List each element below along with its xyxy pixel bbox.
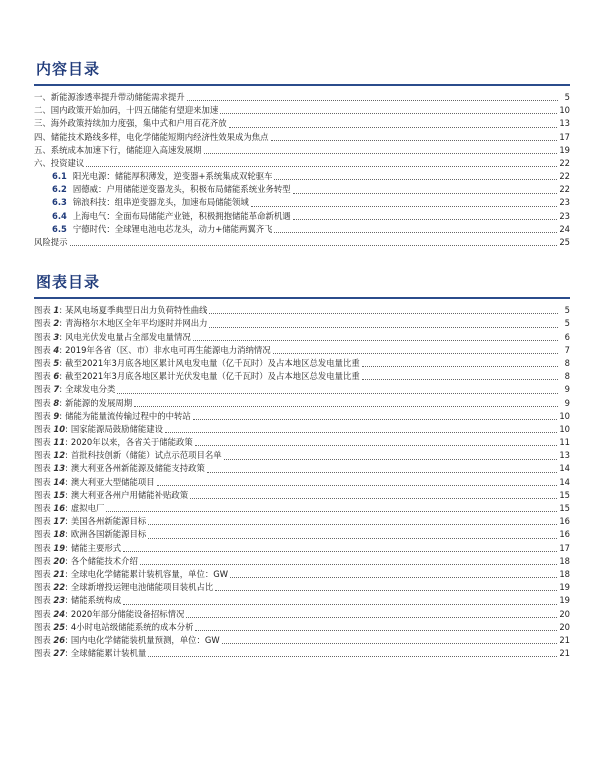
toc-entry-page: 23 [559,210,570,221]
figure-label-word: 图表 [34,634,51,645]
figure-label-number: 4 [53,344,60,355]
figure-entry[interactable] [34,621,570,634]
figure-entry-text [34,344,271,357]
figure-entry-text [34,581,213,594]
figure-label-number: 6 [53,371,60,382]
figure-entry[interactable] [34,304,570,317]
dot-leader [224,459,558,460]
figure-label-word: 图表 [34,305,51,316]
figures-list [34,304,570,660]
figure-label-number: 18 [53,529,66,540]
figure-entry-page: 9 [564,384,570,395]
figure-entry-title: 美国各州新能源目标 [70,516,147,527]
toc-entry-text [34,104,218,117]
figure-label-number: 25 [53,621,66,632]
figure-entry-title: 储能主要形式 [70,542,122,553]
figure-label-word: 图表 [34,555,51,566]
figure-entry-page: 5 [564,305,570,316]
figure-label-word: 图表 [34,410,51,421]
figure-entry-title: 澳大利亚大型储能项目 [70,476,155,487]
figure-label-number: 7 [53,384,60,395]
dot-leader [148,656,557,657]
figure-entry-label: 图表 26: [34,634,68,645]
dot-leader [165,432,557,433]
dot-leader [140,564,557,565]
figure-label-word: 图表 [34,489,51,500]
figure-label-number: 14 [53,476,66,487]
figure-entry[interactable] [34,449,570,462]
figure-entry-page: 17 [559,542,570,553]
figure-entry-page: 10 [559,410,570,421]
figure-label-word: 图表 [34,384,51,395]
dot-leader [86,166,557,167]
figure-entry-page: 6 [564,331,570,342]
figure-label-number: 5 [53,357,60,368]
figure-entry-label: 图表 14: [34,476,68,487]
figure-entry-label: 图表 11: [34,437,68,448]
toc-entry-page: 17 [559,131,570,142]
dot-leader [209,327,558,328]
figure-entry-text [34,317,207,330]
figure-label-number: 17 [53,516,66,527]
figure-entry-text [34,436,193,449]
dot-leader [222,643,558,644]
figure-entry-page: 16 [559,516,570,527]
figure-entry[interactable] [34,608,570,621]
figure-label-number: 24 [53,608,66,619]
toc-entry-page: 23 [559,197,570,208]
dot-leader [229,127,558,128]
toc-entry[interactable] [34,104,570,117]
figure-label-number: 19 [53,542,66,553]
figure-entry-title: 风电光伏发电量占全部发电量情况 [65,331,191,342]
figure-entry-text [34,476,155,489]
figure-label-word: 图表 [34,568,51,579]
figure-entry-page: 13 [559,450,570,461]
figure-label-word: 图表 [34,529,51,540]
dot-leader [195,630,557,631]
toc-entry-page: 22 [559,184,570,195]
toc-entry[interactable] [34,170,570,183]
figure-entry-page: 19 [559,595,570,606]
toc-entry-page: 19 [559,144,570,155]
figure-label-word: 图表 [34,648,51,659]
figure-entry-title: 虚拟电厂 [70,503,105,514]
figure-entry-title: 新能源的发展周期 [65,397,133,408]
figure-entry-text [34,634,220,647]
figure-entry-title: 澳大利亚各州新能源及储能支持政策 [70,463,205,474]
toc-entry-text [52,183,291,196]
dot-leader [123,604,557,605]
figure-entry[interactable] [34,463,570,476]
toc-entry-label: 风险提示 [34,237,68,248]
figure-label-word: 图表 [34,476,51,487]
toc-entry-label: 六、投资建议 [34,157,85,168]
toc-entry-page: 10 [559,105,570,116]
figure-label-word: 图表 [34,595,51,606]
figure-entry-text [34,502,104,515]
toc-entry-text [34,117,227,130]
figure-entry-page: 20 [559,621,570,632]
figure-entry-label: 图表 5: [34,357,63,368]
figure-entry-label: 图表 16: [34,503,68,514]
toc-entry-label: 宁德时代：全球锂电池电芯龙头，动力+储能两翼齐飞 [72,223,273,234]
toc-entry-label: 锦浪科技：组串逆变器龙头，加速布局储能领域 [72,197,249,208]
figure-entry-text [34,542,121,555]
toc-entry[interactable] [34,236,570,249]
figure-entry-title: 2019年各省（区、市）非水电可再生能源电力消纳情况 [65,344,271,355]
dot-leader [148,538,557,539]
toc-entry[interactable] [34,183,570,196]
figure-entry-label: 图表 13: [34,463,68,474]
toc-entry-page: 24 [559,223,570,234]
figure-entry[interactable] [34,410,570,423]
figure-entry[interactable] [34,647,570,660]
figure-entry-page: 21 [559,634,570,645]
figure-label-word: 图表 [34,357,51,368]
figure-entry-title: 截至2021年3月底各地区累计风电发电量（亿千瓦时）及占本地区总发电量比重 [65,357,360,368]
figure-entry-text [34,528,146,541]
figure-label-word: 图表 [34,318,51,329]
figure-entry-text [34,489,188,502]
figure-entry[interactable] [34,331,570,344]
toc-entry-label: 阳光电源：储能厚积薄发，逆变器+系统集成双轮驱车 [72,171,273,182]
toc-entry-text [34,157,84,170]
figure-entry-page: 5 [564,318,570,329]
figure-entry[interactable] [34,581,570,594]
figure-entry[interactable] [34,502,570,515]
figure-entry-label: 图表 25: [34,621,68,632]
toc-entry-number: 6.2 [52,184,67,195]
figure-entry-label: 图表 6: [34,371,63,382]
toc-entry[interactable] [34,157,570,170]
figure-entry-label: 图表 22: [34,582,68,593]
toc-entry-page: 25 [559,237,570,248]
toc-entry-text [34,236,68,249]
toc-list [34,91,570,249]
figure-entry-page: 11 [559,437,570,448]
toc-entry[interactable] [34,210,570,223]
figure-entry-text [34,383,115,396]
figure-label-word: 图表 [34,463,51,474]
figure-entry-page: 15 [559,503,570,514]
dot-leader [273,353,558,354]
toc-entry-label: 一、新能源渗透率提升带动储能需求提升 [34,91,185,102]
toc-entry[interactable] [34,223,570,236]
figures-title: 图表目录 [36,273,101,292]
figure-entry-page: 7 [564,344,570,355]
figure-entry[interactable] [34,370,570,383]
figure-entry[interactable] [34,383,570,396]
toc-entry-page: 5 [564,91,570,102]
figure-entry-title: 澳大利亚各州户用储能补贴政策 [70,489,189,500]
toc-divider [34,84,570,86]
toc-entry-number: 6.5 [52,223,67,234]
figure-entry[interactable] [34,515,570,528]
toc-entry-label: 三、海外政策持续加力度强，集中式和户用百花齐放 [34,118,227,129]
dot-leader [251,206,558,207]
figure-label-number: 20 [53,555,66,566]
figure-entry-title: 国家能源局鼓励储能建设 [70,423,164,434]
dot-leader [186,617,557,618]
toc-entry-label: 二、国内政策开始加码，十四五储能有望迎来加速 [34,105,219,116]
figure-label-word: 图表 [34,331,51,342]
dot-leader [293,219,558,220]
dot-leader [187,100,558,101]
toc-entry-page: 22 [559,171,570,182]
figure-label-number: 8 [53,397,60,408]
figure-entry-label: 图表 3: [34,331,63,342]
figure-label-number: 16 [53,503,66,514]
figure-entry-text [34,397,132,410]
figure-entry-title: 某风电场夏季典型日出力负荷特性曲线 [65,305,208,316]
dot-leader [190,498,557,499]
figure-entry-label: 图表 7: [34,384,63,395]
figure-entry[interactable] [34,423,570,436]
figure-label-word: 图表 [34,437,51,448]
figure-entry-text [34,621,193,634]
figure-entry[interactable] [34,594,570,607]
figure-entry[interactable] [34,344,570,357]
figure-label-word: 图表 [34,516,51,527]
toc-entry[interactable] [34,131,570,144]
figure-entry-label: 图表 1: [34,305,63,316]
figure-entry-title: 4小时电站级储能系统的成本分析 [70,621,194,632]
figure-entry-label: 图表 23: [34,595,68,606]
figure-label-number: 11 [53,437,66,448]
dot-leader [220,113,557,114]
page [34,58,570,660]
toc-entry[interactable] [34,144,570,157]
figure-entry-title: 全球储能累计装机量 [70,648,147,659]
figure-label-number: 9 [53,410,60,421]
dot-leader [134,406,558,407]
figure-entry-text [34,594,121,607]
figure-entry-label: 图表 2: [34,318,63,329]
figure-label-word: 图表 [34,608,51,619]
toc-entry-page: 22 [559,157,570,168]
figure-label-word: 图表 [34,344,51,355]
toc-entry-text [34,131,269,144]
figure-label-number: 3 [53,331,60,342]
figure-label-word: 图表 [34,397,51,408]
toc-entry[interactable] [34,117,570,130]
figure-entry-label: 图表 21: [34,568,68,579]
figure-entry-title: 首批科技创新（储能）试点示范项目名单 [70,450,222,461]
figure-entry[interactable] [34,436,570,449]
figure-entry-page: 18 [559,568,570,579]
figure-label-number: 12 [53,450,66,461]
dot-leader [193,419,558,420]
toc-entry-number: 6.4 [52,210,67,221]
toc-entry-label: 五、系统成本加速下行，储能迎入高速发展期 [34,144,202,155]
toc-entry[interactable] [34,91,570,104]
toc-title: 内容目录 [36,60,101,78]
figure-label-number: 26 [53,634,66,645]
figure-entry-title: 全球电化学储能累计装机容量，单位：GW [70,568,229,579]
dot-leader [362,366,558,367]
figure-entry-page: 8 [564,357,570,368]
figure-label-number: 23 [53,595,66,606]
dot-leader [207,472,557,473]
figure-label-number: 15 [53,489,66,500]
figure-label-word: 图表 [34,450,51,461]
figure-entry-page: 21 [559,648,570,659]
dot-leader [293,193,558,194]
figure-entry[interactable] [34,555,570,568]
toc-entry-label: 上海电气：全面布局储能产业链，积极拥抱储能革命新机遇 [72,210,291,221]
figure-entry-text [34,515,146,528]
dot-leader [230,577,557,578]
toc-entry-text [34,91,185,104]
figure-entry-label: 图表 12: [34,450,68,461]
figure-entry-title: 2020年部分储能设备招标情况 [70,608,185,619]
toc-entry-text [52,223,272,236]
figure-entry-label: 图表 27: [34,648,68,659]
figure-entry-label: 图表 19: [34,542,68,553]
figure-entry-title: 全球新增投运锂电池储能项目装机占比 [70,582,214,593]
toc-entry-label: 四、储能技术路线多样，电化学储能短期内经济性效果成为焦点 [34,131,269,142]
dot-leader [193,340,558,341]
dot-leader [215,590,557,591]
figure-label-word: 图表 [34,582,51,593]
figure-entry-text [34,568,228,581]
figure-entry-text [34,357,360,370]
dot-leader [195,445,558,446]
figure-entry-page: 9 [564,397,570,408]
figure-entry-label: 图表 8: [34,397,63,408]
toc-entry-number: 6.1 [52,171,67,182]
figure-entry-label: 图表 18: [34,529,68,540]
dot-leader [271,140,558,141]
figure-entry-page: 10 [559,423,570,434]
figure-label-number: 10 [53,423,66,434]
figure-entry-title: 全球发电分类 [65,384,116,395]
figure-entry-text [34,647,146,660]
figure-label-number: 13 [53,463,66,474]
dot-leader [117,393,558,394]
figure-entry-label: 图表 9: [34,410,63,421]
figure-label-word: 图表 [34,503,51,514]
toc-entry-text [52,170,272,183]
figure-entry-title: 储能系统构成 [70,595,122,606]
figure-label-number: 1 [53,305,60,316]
figure-entry-page: 18 [559,555,570,566]
figure-entry-title: 各个储能技术介绍 [70,555,138,566]
figure-entry-title: 欧洲各国新能源目标 [70,529,147,540]
figure-label-word: 图表 [34,542,51,553]
figures-divider [34,297,570,299]
dot-leader [106,511,557,512]
figure-entry-text [34,555,138,568]
figure-entry-label: 图表 4: [34,344,63,355]
figure-entry-page: 15 [559,489,570,500]
figure-label-word: 图表 [34,423,51,434]
figure-entry-title: 国内电化学储能装机量预测，单位：GW [70,634,220,645]
toc-entry-text [52,210,291,223]
figure-label-word: 图表 [34,621,51,632]
figure-entry[interactable] [34,528,570,541]
dot-leader [274,232,557,233]
figure-label-number: 21 [53,568,66,579]
figure-entry-label: 图表 17: [34,516,68,527]
dot-leader [70,245,558,246]
dot-leader [157,485,558,486]
figure-entry[interactable] [34,357,570,370]
dot-leader [204,153,558,154]
toc-entry-number: 6.3 [52,197,67,208]
toc-entry-text [34,144,202,157]
figure-entry-title: 2020年以来，各省关于储能政策 [70,437,193,448]
figure-entry-page: 14 [559,476,570,487]
figure-entry-text [34,449,222,462]
toc-entry-label: 固德威：户用储能逆变器龙头，积极布局储能系统业务转型 [72,184,291,195]
figure-entry[interactable] [34,397,570,410]
figure-entry[interactable] [34,542,570,555]
figure-entry-text [34,331,191,344]
toc-entry-text [52,196,249,209]
figure-entry-text [34,410,191,423]
figure-entry-page: 19 [559,582,570,593]
figure-entry-text [34,370,360,383]
dot-leader [362,379,558,380]
figure-entry-title: 青海格尔木地区全年平均逐时并网出力 [65,318,208,329]
figure-entry-text [34,304,207,317]
figure-label-number: 22 [53,582,66,593]
dot-leader [123,551,557,552]
figure-entry-label: 图表 15: [34,489,68,500]
figure-entry[interactable] [34,317,570,330]
figure-entry-text [34,608,184,621]
figure-label-number: 2 [53,318,60,329]
figure-label-number: 27 [53,648,66,659]
figure-entry[interactable] [34,568,570,581]
figure-entry-label: 图表 20: [34,555,68,566]
figure-entry-title: 截至2021年3月底各地区累计光伏发电量（亿千瓦时）及占本地区总发电量比重 [65,371,360,382]
dot-leader [148,524,557,525]
figure-entry-page: 16 [559,529,570,540]
figure-entry-text [34,423,163,436]
figure-entry[interactable] [34,489,570,502]
figure-entry-label: 图表 24: [34,608,68,619]
figure-entry-page: 20 [559,608,570,619]
figure-entry-text [34,462,205,475]
figure-label-word: 图表 [34,371,51,382]
figure-entry[interactable] [34,476,570,489]
dot-leader [209,313,558,314]
figure-entry-title: 储能为能量流传输过程中的中转站 [65,410,191,421]
figure-entry-page: 8 [564,371,570,382]
dot-leader [274,179,557,180]
figure-entry[interactable] [34,634,570,647]
toc-entry[interactable] [34,197,570,210]
figure-entry-label: 图表 10: [34,423,68,434]
toc-entry-page: 13 [559,118,570,129]
figure-entry-page: 14 [559,463,570,474]
